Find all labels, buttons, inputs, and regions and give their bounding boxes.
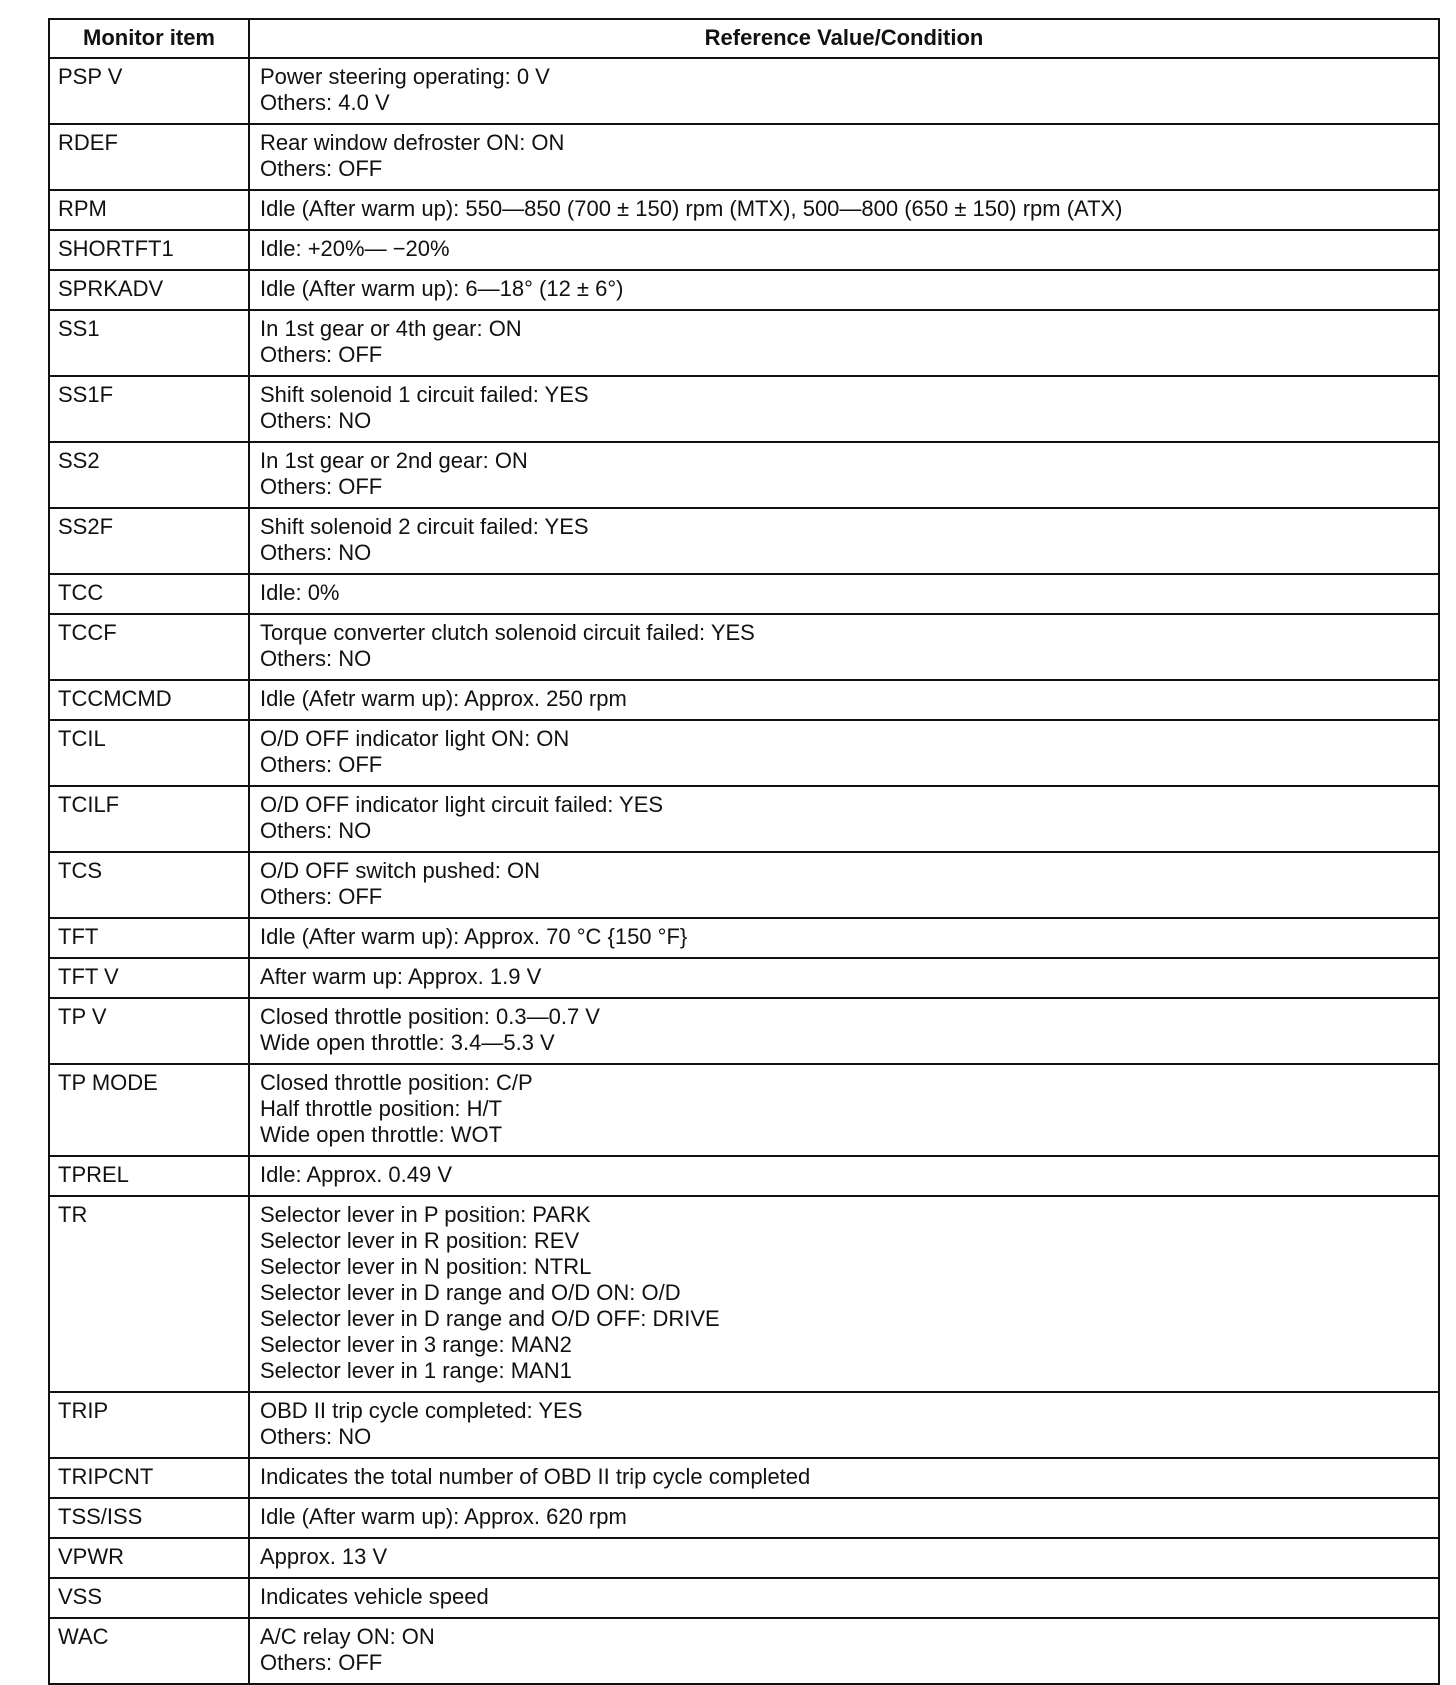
reference-value-line: Indicates vehicle speed <box>260 1584 489 1609</box>
reference-value-line: In 1st gear or 2nd gear: ON <box>260 448 528 473</box>
reference-value-cell <box>249 786 1439 852</box>
reference-value-cell <box>249 190 1439 230</box>
reference-value-line: In 1st gear or 4th gear: ON <box>260 316 522 341</box>
reference-value-cell <box>249 58 1439 124</box>
monitor-item-cell: RPM <box>49 190 249 230</box>
reference-value-line: Others: OFF <box>260 342 383 367</box>
reference-value-line: Indicates the total number of OBD II trip cycle completed <box>260 1464 811 1489</box>
monitor-item-cell: TRIP <box>49 1392 249 1458</box>
table-row <box>49 1392 1439 1458</box>
monitor-item-cell: TCCMCMD <box>49 680 249 720</box>
reference-value-line: Idle: Approx. 0.49 V <box>260 1162 453 1187</box>
monitor-item-cell: PSP V <box>49 58 249 124</box>
reference-value-line: Idle (After warm up): 6—18° (12 ± 6°) <box>260 276 624 301</box>
reference-value-line: Idle: +20%— −20% <box>260 236 450 261</box>
reference-value-line: Others: OFF <box>260 156 383 181</box>
monitor-item-cell: VPWR <box>49 1538 249 1578</box>
reference-value-cell <box>249 230 1439 270</box>
monitor-item-cell: VSS <box>49 1578 249 1618</box>
table-row <box>49 786 1439 852</box>
reference-value-line: Others: NO <box>260 1424 372 1449</box>
monitor-item-cell: TSS/ISS <box>49 1498 249 1538</box>
reference-value-line: Rear window defroster ON: ON <box>260 130 565 155</box>
reference-value-line: Idle (Afetr warm up): Approx. 250 rpm <box>260 686 627 711</box>
reference-value-line: Idle (After warm up): Approx. 620 rpm <box>260 1504 627 1529</box>
reference-value-line: Closed throttle position: C/P <box>260 1070 533 1095</box>
monitor-item-cell: SHORTFT1 <box>49 230 249 270</box>
table-row <box>49 1064 1439 1156</box>
reference-value-line: Shift solenoid 2 circuit failed: YES <box>260 514 589 539</box>
table-row <box>49 124 1439 190</box>
reference-value-line: O/D OFF indicator light circuit failed: YES <box>260 792 664 817</box>
reference-value-cell <box>249 574 1439 614</box>
reference-value-cell <box>249 310 1439 376</box>
table-row <box>49 1618 1439 1684</box>
table-row <box>49 998 1439 1064</box>
reference-value-line: Selector lever in 1 range: MAN1 <box>260 1358 572 1383</box>
reference-value-cell <box>249 508 1439 574</box>
reference-value-line: Others: 4.0 V <box>260 90 390 115</box>
table-row <box>49 270 1439 310</box>
reference-value-line: Power steering operating: 0 V <box>260 64 550 89</box>
table-row <box>49 1498 1439 1538</box>
reference-value-line: Others: OFF <box>260 474 383 499</box>
reference-value-line: Selector lever in 3 range: MAN2 <box>260 1332 572 1357</box>
monitor-item-cell: TRIPCNT <box>49 1458 249 1498</box>
column-header-monitor-item: Monitor item <box>49 19 249 58</box>
table-row <box>49 508 1439 574</box>
monitor-item-cell: TCC <box>49 574 249 614</box>
table-body <box>49 58 1439 1684</box>
reference-value-line: Idle (After warm up): 550—850 (700 ± 150) rpm (MTX), 500—800 (650 ± 150) rpm (ATX) <box>260 196 1123 221</box>
reference-value-line: Closed throttle position: 0.3—0.7 V <box>260 1004 600 1029</box>
reference-value-line: Others: NO <box>260 818 372 843</box>
reference-value-line: Selector lever in P position: PARK <box>260 1202 591 1227</box>
reference-value-cell <box>249 958 1439 998</box>
reference-value-cell <box>249 1392 1439 1458</box>
table-row <box>49 230 1439 270</box>
reference-value-line: After warm up: Approx. 1.9 V <box>260 964 542 989</box>
reference-value-line: Others: NO <box>260 540 372 565</box>
reference-value-line: Torque converter clutch solenoid circuit failed: YES <box>260 620 755 645</box>
reference-value-line: Selector lever in D range and O/D OFF: DRIVE <box>260 1306 720 1331</box>
reference-value-cell <box>249 1196 1439 1392</box>
table-row <box>49 1578 1439 1618</box>
document-page <box>48 18 1438 1685</box>
reference-value-line: O/D OFF indicator light ON: ON <box>260 726 570 751</box>
monitor-item-cell: TCS <box>49 852 249 918</box>
monitor-item-table <box>48 18 1440 1685</box>
table-row <box>49 958 1439 998</box>
reference-value-line: A/C relay ON: ON <box>260 1624 435 1649</box>
table-row <box>49 1458 1439 1498</box>
reference-value-line: Approx. 13 V <box>260 1544 388 1569</box>
monitor-item-cell: TP MODE <box>49 1064 249 1156</box>
monitor-item-cell: RDEF <box>49 124 249 190</box>
reference-value-line: Others: OFF <box>260 884 383 909</box>
reference-value-cell <box>249 270 1439 310</box>
reference-value-line: Others: OFF <box>260 1650 383 1675</box>
reference-value-cell <box>249 998 1439 1064</box>
column-header-reference-value: Reference Value/Condition <box>249 19 1439 58</box>
reference-value-line: Others: NO <box>260 408 372 433</box>
reference-value-cell <box>249 1458 1439 1498</box>
monitor-item-cell: SS2F <box>49 508 249 574</box>
monitor-item-cell: TCIL <box>49 720 249 786</box>
table-row <box>49 376 1439 442</box>
table-row <box>49 918 1439 958</box>
table-row <box>49 58 1439 124</box>
monitor-item-cell: TPREL <box>49 1156 249 1196</box>
reference-value-line: Selector lever in N position: NTRL <box>260 1254 592 1279</box>
monitor-item-cell: TCILF <box>49 786 249 852</box>
reference-value-line: Idle: 0% <box>260 580 340 605</box>
reference-value-cell <box>249 680 1439 720</box>
reference-value-cell <box>249 1618 1439 1684</box>
table-row <box>49 310 1439 376</box>
reference-value-cell <box>249 720 1439 786</box>
reference-value-cell <box>249 1156 1439 1196</box>
reference-value-cell <box>249 1578 1439 1618</box>
reference-value-line: Half throttle position: H/T <box>260 1096 503 1121</box>
table-row <box>49 1196 1439 1392</box>
table-row <box>49 852 1439 918</box>
reference-value-cell <box>249 1064 1439 1156</box>
reference-value-cell <box>249 376 1439 442</box>
reference-value-cell <box>249 614 1439 680</box>
table-row <box>49 614 1439 680</box>
reference-value-cell <box>249 852 1439 918</box>
monitor-item-cell: TFT V <box>49 958 249 998</box>
monitor-item-cell: WAC <box>49 1618 249 1684</box>
reference-value-line: Selector lever in D range and O/D ON: O/D <box>260 1280 681 1305</box>
reference-value-line: O/D OFF switch pushed: ON <box>260 858 540 883</box>
reference-value-line: Others: OFF <box>260 752 383 777</box>
reference-value-line: OBD II trip cycle completed: YES <box>260 1398 583 1423</box>
reference-value-cell <box>249 1538 1439 1578</box>
monitor-item-cell: SS1 <box>49 310 249 376</box>
monitor-item-cell: SS1F <box>49 376 249 442</box>
reference-value-line: Idle (After warm up): Approx. 70 °C {150 °F} <box>260 924 688 949</box>
monitor-item-cell: TR <box>49 1196 249 1392</box>
reference-value-cell <box>249 124 1439 190</box>
reference-value-line: Selector lever in R position: REV <box>260 1228 580 1253</box>
reference-value-cell <box>249 918 1439 958</box>
table-row <box>49 1538 1439 1578</box>
reference-value-cell <box>249 1498 1439 1538</box>
table-row <box>49 1156 1439 1196</box>
monitor-item-cell: SS2 <box>49 442 249 508</box>
table-row <box>49 190 1439 230</box>
reference-value-line: Wide open throttle: 3.4—5.3 V <box>260 1030 555 1055</box>
table-row <box>49 574 1439 614</box>
reference-value-line: Shift solenoid 1 circuit failed: YES <box>260 382 589 407</box>
reference-value-cell <box>249 442 1439 508</box>
table-header-row <box>49 19 1439 58</box>
table-row <box>49 680 1439 720</box>
monitor-item-cell: TP V <box>49 998 249 1064</box>
monitor-item-cell: TFT <box>49 918 249 958</box>
table-row <box>49 720 1439 786</box>
reference-value-line: Wide open throttle: WOT <box>260 1122 503 1147</box>
table-row <box>49 442 1439 508</box>
monitor-item-cell: SPRKADV <box>49 270 249 310</box>
monitor-item-cell: TCCF <box>49 614 249 680</box>
reference-value-line: Others: NO <box>260 646 372 671</box>
